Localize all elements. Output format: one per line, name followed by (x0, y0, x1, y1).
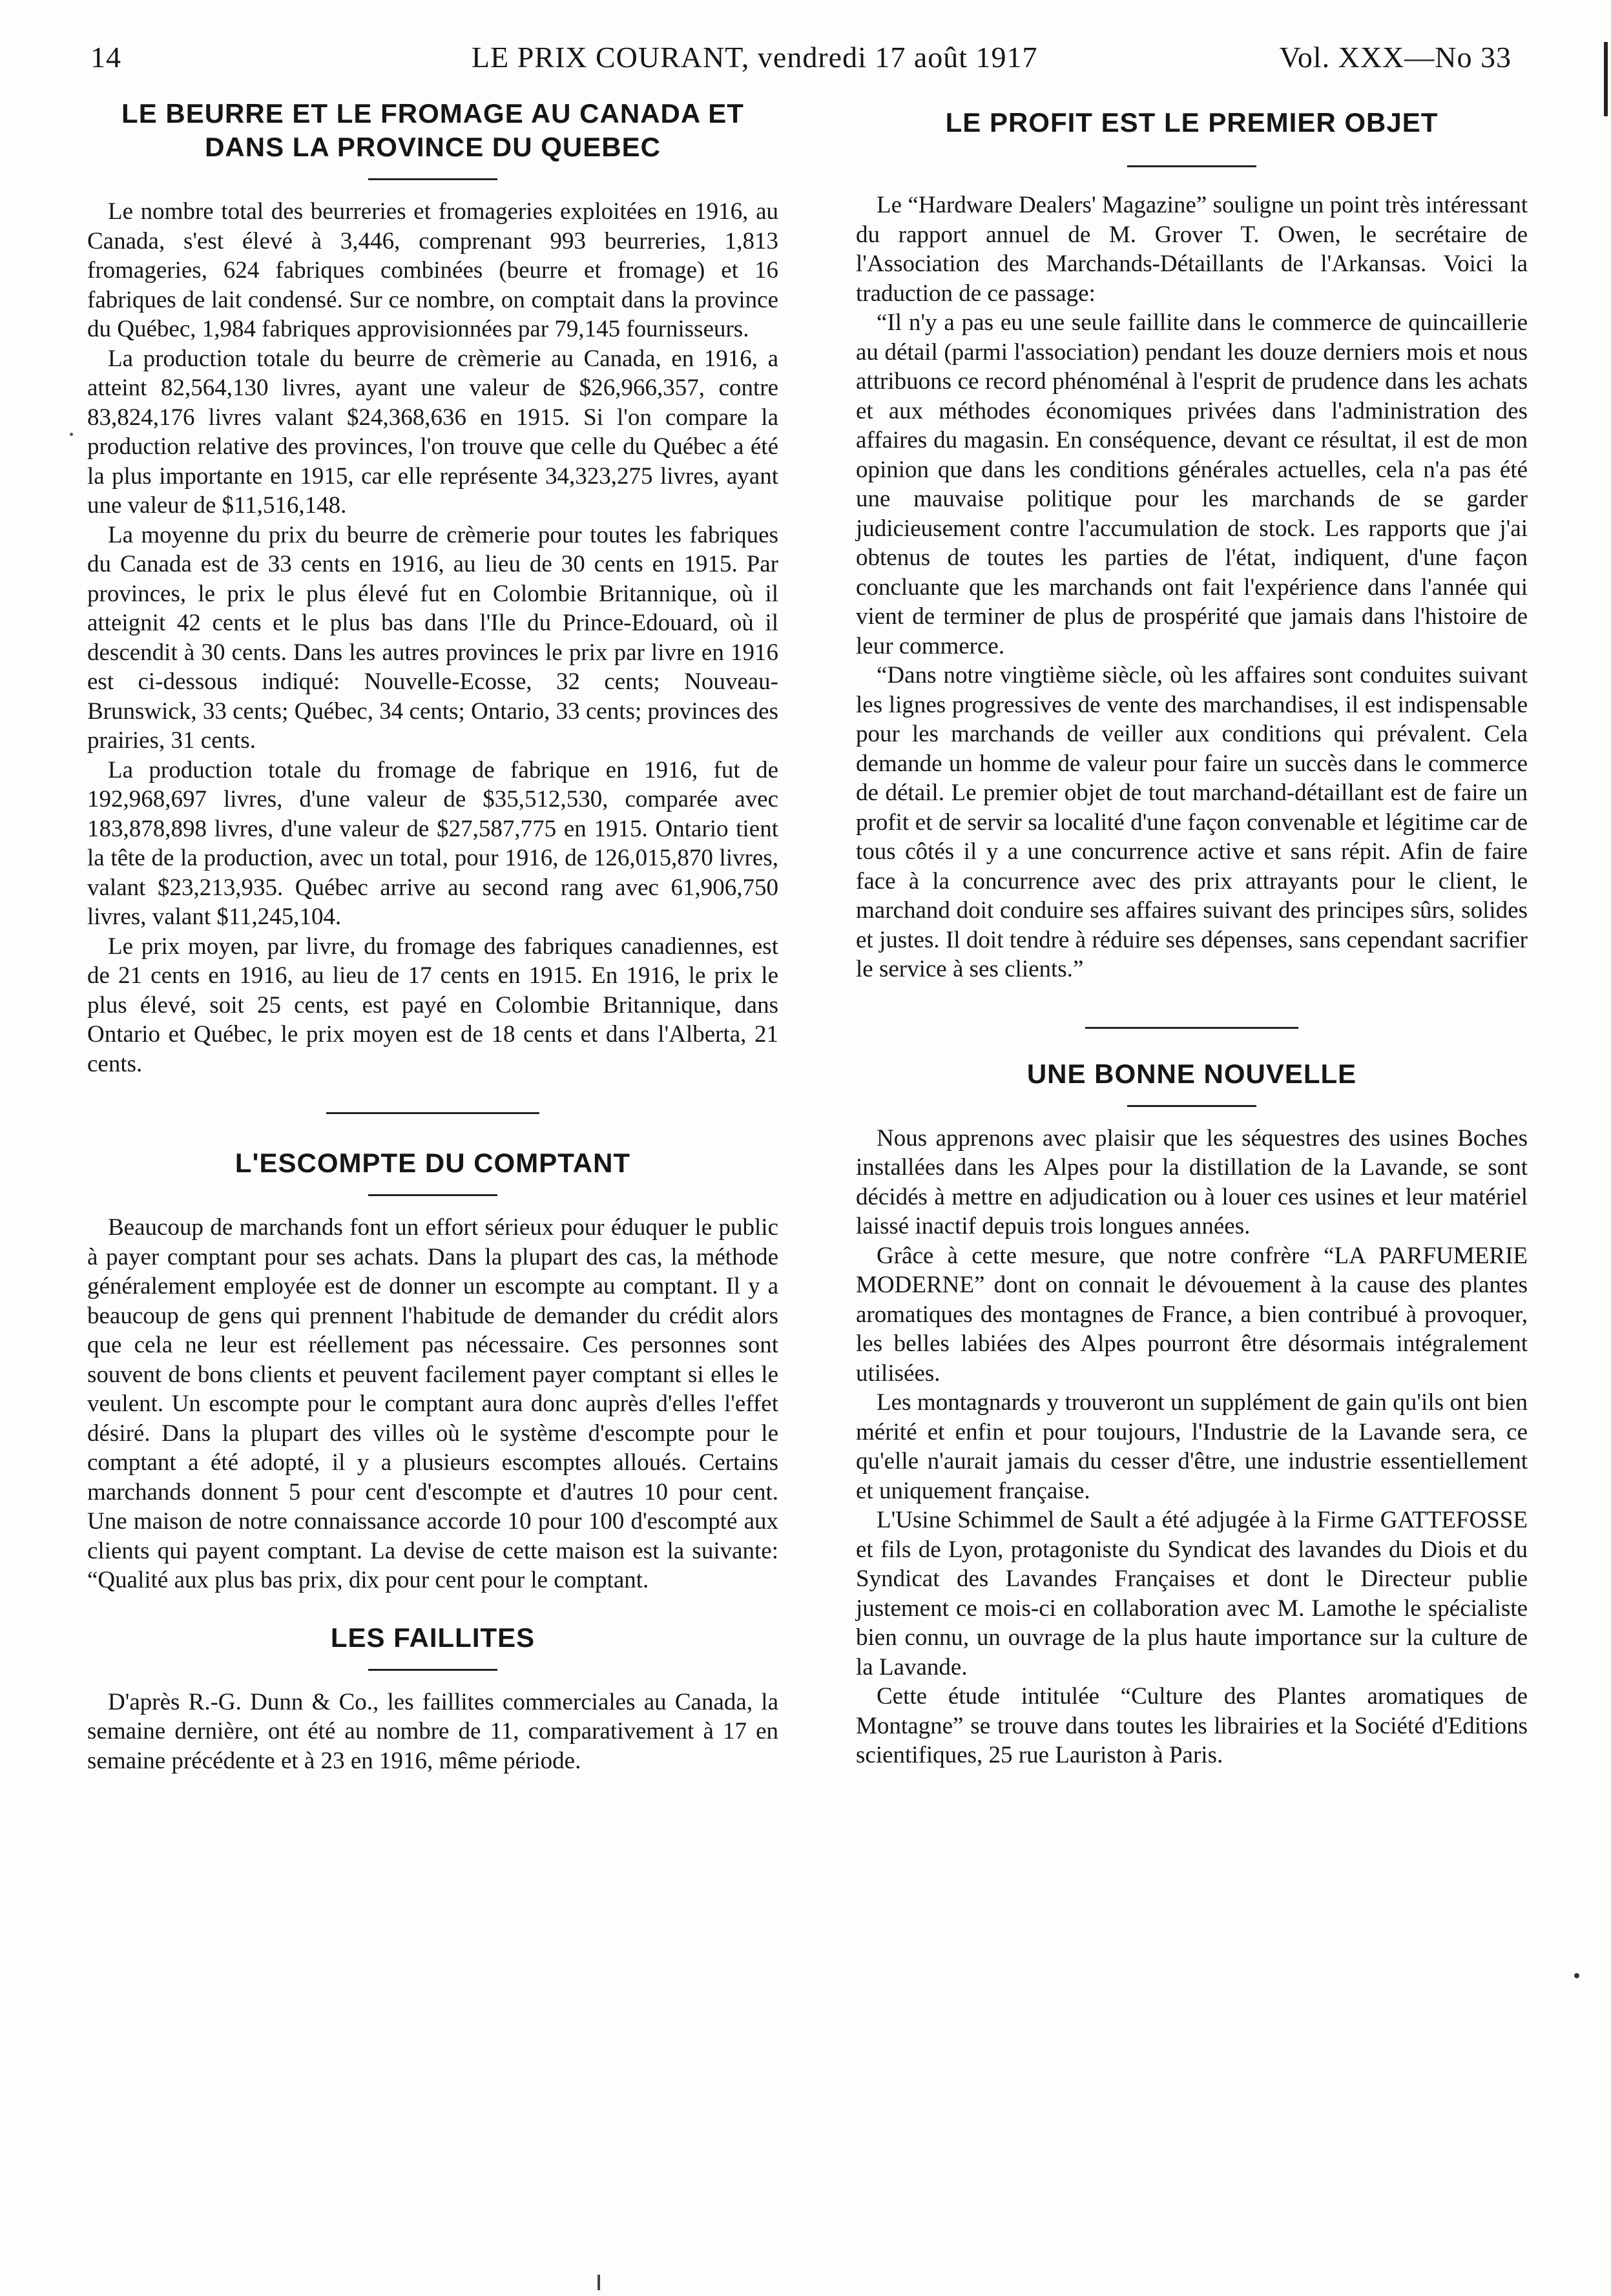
paragraph: La moyenne du prix du beurre de crèmerie pour toutes les fabriques du Canada est de 33 cents en 1916, au lieu de 30 cents en 1915. Par provinces, le prix le plus élevé fut en Colombie Britannique, où il atteignit 42 cents et le plus bas dans l'Ile du Prince-Edouard, où il descendit à 30 cents. Dans les autres provinces le prix par livre en 1916 est ci-dessous indiqué: Nouvelle-Ecosse, 32 cents; Nouveau-Brunswick, 33 cents; Québec, 34 cents; Ontario, 33 cents; provinces des prairies, 31 cents. (87, 521, 778, 754)
article-good-news (856, 1057, 1528, 1770)
title-rule (1127, 1105, 1256, 1107)
masthead: LE PRIX COURANT, vendredi 17 août 1917 (472, 41, 1038, 74)
title-rule (368, 1669, 497, 1671)
paragraph: Cette étude intitulée “Culture des Plantes aromatiques de Montagne” se trouve dans toutes les librairies et la Société d'Editions scientifiques, 25 rue Lauriston à Paris. (856, 1683, 1528, 1768)
article-cash-discount (87, 1146, 778, 1595)
paragraph: D'après R.-G. Dunn & Co., les faillites commerciales au Canada, la semaine dernière, ont été au nombre de 11, comparativement à 17 en semaine précédente et à 23 en 1916, même période. (87, 1688, 778, 1774)
paragraph: Le prix moyen, par livre, du fromage des fabriques canadiennes, est de 21 cents en 1916, au lieu de 17 cents en 1915. En 1916, le prix le plus élevé, soit 25 cents, est payé en Colombie Britannique, dans Ontario et Québec, le prix moyen est de 18 cents et dans l'Alberta, 21 cents. (87, 933, 778, 1077)
article-title (87, 97, 778, 164)
paragraph: Nous apprenons avec plaisir que les séquestres des usines Boches installées dans les Alpes pour la distillation de la Lavande, se sont décidés à mettre en adjudication ou à louer ces usines et leur matériel laissé inactif depuis trois longues années. (856, 1124, 1528, 1239)
paragraph: “Dans notre vingtième siècle, où les affaires sont conduites suivant les lignes progressives de vente des marchandises, il est indispensable pour les marchands de veiller aux conditions qui prévalent. Cela demande un homme de valeur pour faire un succès dans le commerce de détail. Le premier objet de tout marchand-détaillant est de faire un profit et de servir sa localité d'une façon convenable et légitime car de tous côtés il y a une concurrence active et sans répit. Afin de faire face à la concurrence avec des prix attrayants pour le client, le marchand doit conduire ses affaires suivant des principes sûrs, solides et justes. Il doit tendre à réduire ses dépenses, sans cependant sacrifier le service à ses clients.” (856, 662, 1528, 982)
margin-mark (1604, 42, 1608, 116)
article-butter-cheese (87, 97, 778, 1079)
paragraph: La production totale du beurre de crèmerie au Canada, en 1916, a atteint 82,564,130 livres, ayant une valeur de $26,966,357, contre 83,824,176 livres valant $24,368,636 en 1915. Si l'on compare la production relative des provinces, l'on trouve que celle du Québec a été la plus importante en 1915, car elle représente 34,323,275 livres, ayant une valeur de $11,516,148. (87, 345, 778, 519)
paragraph: L'Usine Schimmel de Sault a été adjugée à la Firme GATTEFOSSE et fils de Lyon, protagoniste du Syndicat des lavandes du Diois et du Syndicat des Lavandes Françaises et dont le Directeur publie justement ce mois-ci en collaboration avec M. Lamothe le spécialiste bien connu, un ouvrage de la plus haute importance sur la culture de la Lavande. (856, 1507, 1528, 1681)
right-column (856, 97, 1528, 1770)
paragraph: Le nombre total des beurreries et fromageries exploitées en 1916, au Canada, s'est élevé à 3,446, comprenant 993 beurreries, 1,813 fromageries, 624 fabriques combinées (beurre et fromage) et 16 fabriques de lait condensé. Sur ce nombre, on comptait dans la province du Québec, 1,984 fabriques approvisionnées par 79,145 fournisseurs. (87, 198, 778, 342)
paragraph: La production totale du fromage de fabrique en 1916, fut de 192,968,697 livres, d'une valeur de $35,512,530, comparée avec 183,878,898 livres, d'une valeur de $27,587,775 en 1915. Ontario tient la tête de la production, avec un total, pour 1916, de 126,015,870 livres, valant $23,213,935. Québec arrive au second rang avec 61,906,750 livres, valant $11,245,104. (87, 756, 778, 930)
article-title: L'ESCOMPTE DU COMPTANT (234, 1148, 631, 1178)
paragraph: Grâce à cette mesure, que notre confrère “LA PARFUMERIE MODERNE” dont on connait le dévouement à la cause des plantes aromatiques des montagnes de France, a bien contribué à provoquer, les belles labiées des Alpes pourront être désormais intégralement utilisées. (856, 1242, 1528, 1387)
article-title-line-1: LE BEURRE ET LE FROMAGE AU CANADA ET (121, 98, 744, 129)
title-rule (368, 178, 497, 180)
paragraph: Beaucoup de marchands font un effort sérieux pour éduquer le public à payer comptant pour ses achats. Dans la plupart des cas, la méthode généralement employée est de donner un escompte au comptant. Il y a beaucoup de gens qui prennent l'habitude de demander du crédit alors que cela ne leur est réellement pas nécessaire. Ces personnes sont souvent de bons clients et peuvent facilement payer comptant si elles le veulent. Un escompte pour le comptant aura donc auprès d'elles l'effet désiré. Dans la plupart des villes où le système d'escompte pour le comptant a été adopté, il y a plusieurs escomptes alloués. Certains marchands donnent 5 pour cent d'escompte et d'autres 10 pour cent. Une maison de notre connaissance accorde 10 pour 100 d'escompté aux clients qui payent comptant. La devise de cette maison est la suivante: “Qualité aux plus bas prix, dix pour cent pour le comptant. (87, 1214, 778, 1593)
bottom-mark (598, 2275, 600, 2290)
margin-dot-left (70, 433, 73, 436)
paragraph: “Il n'y a pas eu une seule faillite dans le commerce de quincaillerie au détail (parmi l'association) pendant les douze derniers mois et nous attribuons ce record phénoménal à l'esprit de prudence dans les achats et aux méthodes économiques privées dans l'administration des affaires du magasin. En conséquence, devant ce résultat, il est de mon opinion que dans les conditions générales actuelles, cela n'a pas été une mauvaise politique pour les marchands de se garder judicieusement contre l'accumulation de stock. Les rapports que j'ai obtenus de toutes les parties de l'état, indiquent, d'une façon concluante que les marchands ont fait l'expérience dans l'année qui vient de terminer de plus de prospérité que jamais dans l'histoire de leur commerce. (856, 309, 1528, 659)
article-separator (326, 1112, 539, 1114)
left-column (87, 97, 778, 1775)
article-title-line-2: DANS LA PROVINCE DU QUEBEC (205, 132, 661, 162)
article-separator (1085, 1027, 1298, 1029)
page-header (90, 40, 1512, 85)
article-title: UNE BONNE NOUVELLE (1026, 1058, 1357, 1089)
margin-dot-right (1574, 1973, 1579, 1978)
page-number: 14 (90, 41, 121, 74)
paragraph: Les montagnards y trouveront un supplément de gain qu'ils ont bien mérité et enfin et pour toujours, l'Industrie de la Lavande sera, ce qu'elle n'aurait jamais du cesser d'être, une industrie essentiellement et uniquement française. (856, 1389, 1528, 1504)
paragraph: Le “Hardware Dealers' Magazine” souligne un point très intéressant du rapport annuel de M. Grover T. Owen, le secrétaire de l'Association des Marchands-Détaillants de l'Arkansas. Voici la traduction de ce passage: (856, 192, 1528, 307)
article-title: LE PROFIT EST LE PREMIER OBJET (945, 107, 1439, 138)
article-title: LES FAILLITES (330, 1622, 535, 1653)
article-profit (856, 106, 1528, 984)
title-rule (1127, 165, 1256, 167)
article-bankruptcies (87, 1621, 778, 1776)
title-rule (368, 1194, 497, 1196)
volume-number: Vol. XXX—No 33 (1279, 41, 1512, 74)
